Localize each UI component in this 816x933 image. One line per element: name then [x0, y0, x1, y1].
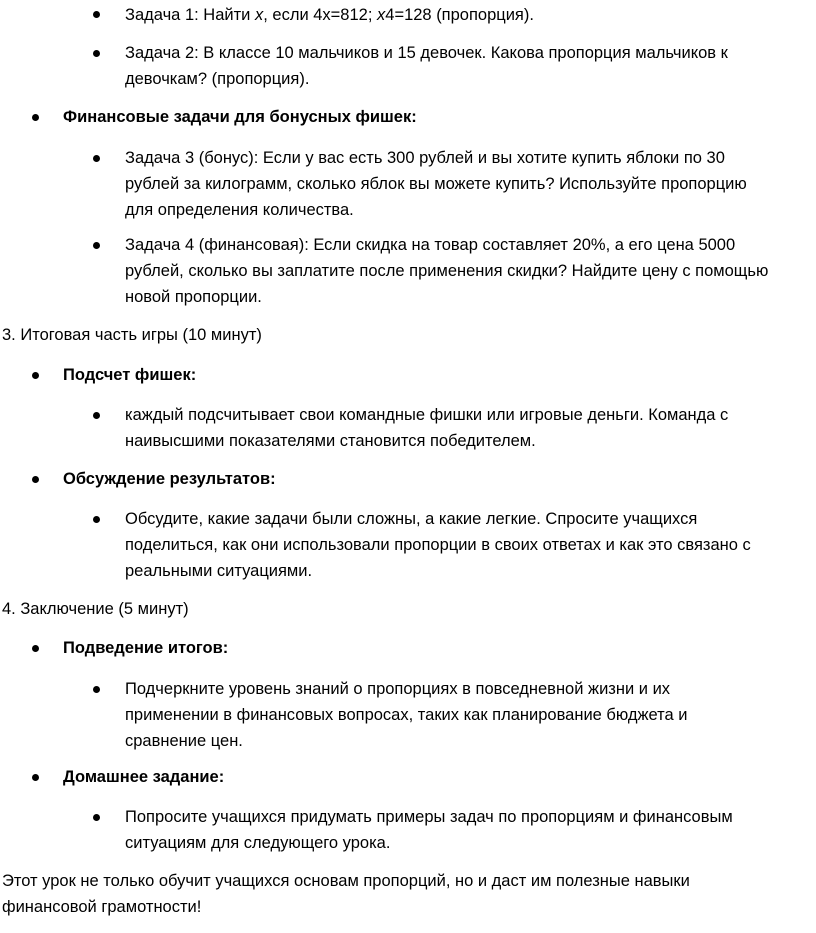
task-3-line: Задача 3 (бонус): Если у вас есть 300 рублей и вы хотите купить яблоки по 30	[125, 149, 725, 167]
summary-line: применении в финансовых вопросах, таких как планирование бюджета и	[125, 706, 688, 724]
bullet	[93, 155, 100, 162]
homework-line: Попросите учащихся придумать примеры задач по пропорциям и финансовым	[125, 808, 733, 826]
financial-tasks-heading: Финансовые задачи для бонусных фишек:	[63, 108, 417, 126]
bullet	[93, 516, 100, 523]
discussion-line: поделиться, как они использовали пропорции в своих ответах и как это связано с	[125, 536, 751, 554]
bullet	[32, 774, 39, 781]
bullet	[93, 50, 100, 57]
count-chips-heading: Подсчет фишек:	[63, 366, 197, 384]
summary-line: Подчеркните уровень знаний о пропорциях в повседневной жизни и их	[125, 680, 671, 698]
closing-paragraph-line: финансовой грамотности!	[2, 898, 202, 916]
task-3-line: для определения количества.	[125, 201, 354, 219]
bullet	[32, 476, 39, 483]
bullet	[93, 412, 100, 419]
task-2-line: Задача 2: В классе 10 мальчиков и 15 девочек. Какова пропорция мальчиков к	[125, 44, 728, 62]
homework-heading: Домашнее задание:	[63, 768, 225, 786]
task-1-line: Задача 1: Найти x, если 4x=812; x4=128 (пропорция).	[125, 6, 534, 24]
summary-line: сравнение цен.	[125, 732, 243, 750]
count-chips-line: наивысшими показателями становится победителем.	[125, 432, 536, 450]
task-2-line: девочкам? (пропорция).	[125, 70, 310, 88]
count-chips-line: каждый подсчитывает свои командные фишки или игровые деньги. Команда с	[125, 406, 729, 424]
task-4-line: рублей, сколько вы заплатите после применения скидки? Найдите цену с помощью	[125, 262, 769, 280]
closing-paragraph-line: Этот урок не только обучит учащихся основам пропорций, но и даст им полезные навыки	[2, 872, 690, 890]
task-4-line: Задача 4 (финансовая): Если скидка на товар составляет 20%, а его цена 5000	[125, 236, 736, 254]
discussion-line: реальными ситуациями.	[125, 562, 313, 580]
task-3-line: рублей за килограмм, сколько яблок вы можете купить? Используйте пропорцию	[125, 175, 747, 193]
bullet	[93, 242, 100, 249]
bullet	[93, 11, 100, 18]
section-3-heading: 3. Итоговая часть игры (10 минут)	[2, 326, 262, 344]
bullet	[32, 114, 39, 121]
homework-line: ситуациям для следующего урока.	[125, 834, 391, 852]
discussion-heading: Обсуждение результатов:	[63, 470, 276, 488]
task-4-line: новой пропорции.	[125, 288, 262, 306]
bullet	[93, 686, 100, 693]
discussion-line: Обсудите, какие задачи были сложны, а какие легкие. Спросите учащихся	[125, 510, 698, 528]
bullet	[32, 645, 39, 652]
bullet	[93, 814, 100, 821]
summary-heading: Подведение итогов:	[63, 639, 229, 657]
bullet	[32, 372, 39, 379]
section-4-heading: 4. Заключение (5 минут)	[2, 600, 189, 618]
